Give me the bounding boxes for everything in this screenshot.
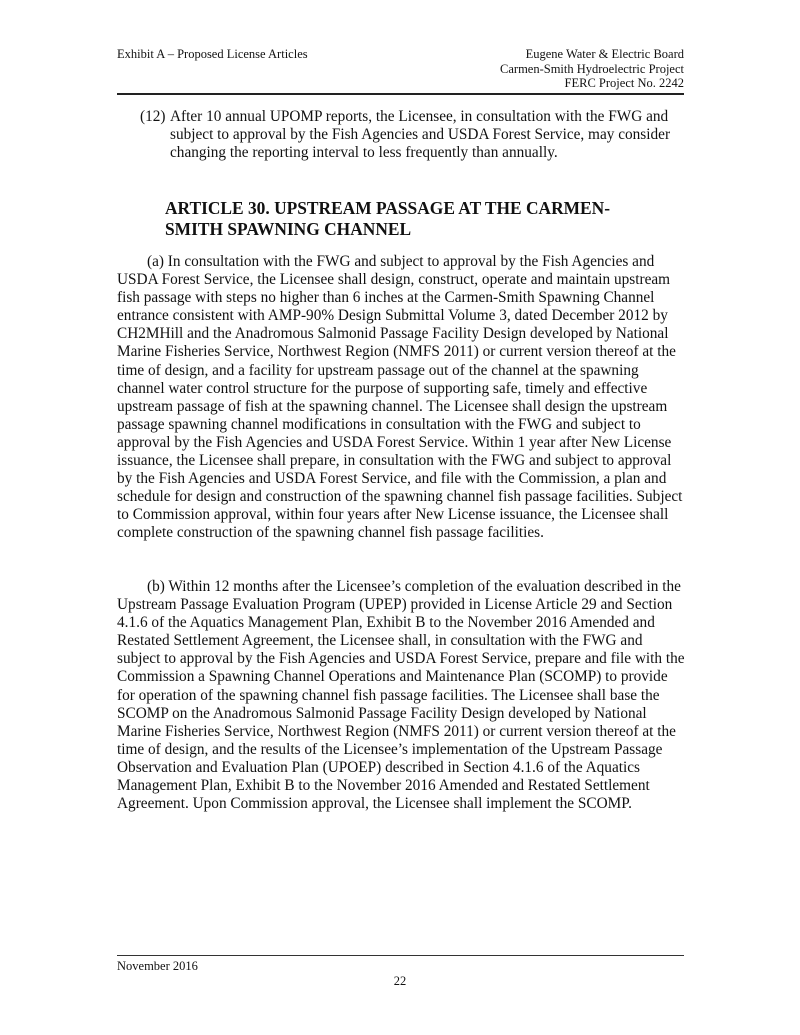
list-item-text: After 10 annual UPOMP reports, the Licensee, in consultation with the FWG and subject to approval by the Fish Agencies and USDA Forest Service, may consider changing the reporting interval to less frequently than annually. (170, 108, 671, 161)
header-project-info (500, 47, 684, 91)
footer-divider (117, 955, 684, 956)
paragraph-b: (b) Within 12 months after the Licensee’s completion of the evaluation described in the Upstream Passage Evaluation Program (UPEP) provided in License Article 29 and Section 4.1.6 of the Aquatics Management Plan, Exhibit B to the November 2016 Amended and Restated Settlement Agreement, the Licensee shall, in consultation with the FWG and subject to approval by the Fish Agencies and USDA Forest Service, prepare and file with the Commission a Spawning Channel Operations and Maintenance Plan (SCOMP) to provide for operation of the spawning channel fish passage facilities. The Licensee shall base the SCOMP on the Anadromous Salmonid Passage Facility Design developed by National Marine Fisheries Service, Northwest Region (NMFS 2011) or current version thereof at the time of design, and the results of the Licensee’s implementation of the Upstream Passage Observation and Evaluation Plan (UPOEP) described in Section 4.1.6 of the Aquatics Management Plan, Exhibit B to the November 2016 Amended and Restated Settlement Agreement. Upon Commission approval, the Licensee shall implement the SCOMP. (117, 578, 685, 813)
page-header (117, 47, 684, 93)
list-item-12 (140, 108, 685, 162)
page-number: 22 (393, 974, 407, 988)
article-heading (165, 198, 685, 240)
paragraph-a: (a) In consultation with the FWG and subject to approval by the Fish Agencies and USDA Forest Service, the Licensee shall design, construct, operate and maintain upstream fish passage with steps no higher than 6 inches at the Carmen-Smith Spawning Channel entrance consistent with AMP-90% Design Submittal Volume 3, dated December 2012 by CH2MHill and the Anadromous Salmonid Passage Facility Design developed by National Marine Fisheries Service, Northwest Region (NMFS 2011) or current version thereof at the time of design, and a facility for upstream passage out of the channel at the spawning channel water control structure for the purpose of supporting safe, timely and effective upstream passage of fish at the spawning channel. The Licensee shall design the upstream passage spawning channel modifications in consultation with the FWG and subject to approval by the Fish Agencies and USDA Forest Service. Within 1 year after New License issuance, the Licensee shall prepare, in consultation with the FWG and subject to approval by the Fish Agencies and USDA Forest Service, and file with the Commission, a plan and schedule for design and construction of the spawning channel fish passage facilities. Subject to Commission approval, within four years after New License issuance, the Licensee shall complete construction of the spawning channel fish passage facilities. (117, 253, 683, 542)
header-organization: Eugene Water & Electric Board (525, 47, 684, 61)
list-item-number: (12) (140, 108, 166, 125)
article-heading-line2: SMITH SPAWNING CHANNEL (165, 219, 412, 239)
header-ferc-number: FERC Project No. 2242 (564, 76, 684, 90)
header-exhibit-title: Exhibit A – Proposed License Articles (117, 47, 308, 61)
article-heading-line1: ARTICLE 30. UPSTREAM PASSAGE AT THE CARMEN- (165, 198, 611, 218)
header-divider (117, 93, 684, 95)
footer-date: November 2016 (117, 959, 198, 973)
header-project-name: Carmen-Smith Hydroelectric Project (500, 61, 684, 76)
